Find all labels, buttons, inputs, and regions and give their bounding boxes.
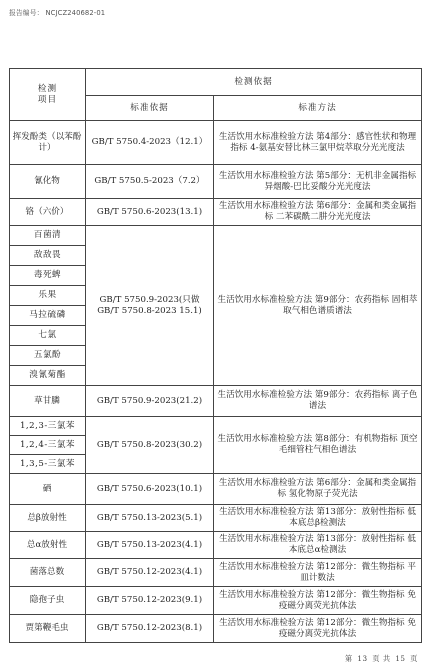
standard-cell: GB/T 5750.8-2023(30.2) — [86, 417, 214, 474]
table-row — [10, 474, 422, 505]
method-cell: 生活饮用水标准检验方法 第12部分：微生物指标 免疫磁分离荧光抗体法 — [214, 587, 422, 615]
table-row — [10, 417, 422, 436]
total-page-number: 15 — [395, 654, 406, 663]
standard-cell: GB/T 5750.12-2023(8.1) — [86, 615, 214, 643]
table-row — [10, 226, 422, 246]
method-cell: 生活饮用水标准检验方法 第12部分：微生物指标 平皿计数法 — [214, 559, 422, 587]
item-cell: 乐果 — [10, 286, 86, 306]
table-row — [10, 587, 422, 615]
footer-middle: 页 共 — [372, 654, 391, 663]
method-cell: 生活饮用水标准检验方法 第6部分：金属和类金属指标 二苯碳酰二肼分光光度法 — [214, 199, 422, 226]
col-header-method: 标准方法 — [214, 96, 422, 121]
col-header-test-item: 检测 项目 — [10, 69, 86, 121]
item-cell: 硒 — [10, 474, 86, 505]
method-cell: 生活饮用水标准检验方法 第4部分：感官性状和物理指标 4-氨基安替比林三氯甲烷萃取分光光度法 — [214, 121, 422, 165]
standard-cell: GB/T 5750.4-2023（12.1） — [86, 121, 214, 165]
test-basis-table — [9, 68, 422, 643]
standard-cell: GB/T 5750.13-2023(5.1) — [86, 505, 214, 532]
item-cell: 挥发酚类（以苯酚计） — [10, 121, 86, 165]
table-row — [10, 165, 422, 199]
item-cell: 1,3,5-三氯苯 — [10, 455, 86, 474]
item-cell: 菌落总数 — [10, 559, 86, 587]
item-cell: 溴氰菊酯 — [10, 366, 86, 386]
table-row — [10, 386, 422, 417]
method-cell: 生活饮用水标准检验方法 第12部分：微生物指标 免疫磁分离荧光抗体法 — [214, 615, 422, 643]
page-footer — [344, 654, 419, 664]
footer-suffix: 页 — [410, 654, 418, 663]
table-row — [10, 615, 422, 643]
table-row — [10, 199, 422, 226]
item-cell: 毒死蜱 — [10, 266, 86, 286]
item-cell: 铬（六价） — [10, 199, 86, 226]
footer-prefix: 第 — [344, 654, 353, 663]
col-header-standard: 标准依据 — [86, 96, 214, 121]
table-row — [10, 532, 422, 559]
table-row — [10, 121, 422, 165]
col-header-test-basis: 检测依据 — [86, 69, 422, 96]
standard-cell: GB/T 5750.9-2023(21.2) — [86, 386, 214, 417]
report-number-header — [9, 7, 105, 17]
standard-cell: GB/T 5750.13-2023(4.1) — [86, 532, 214, 559]
item-cell: 1,2,4-三氯苯 — [10, 436, 86, 455]
item-cell: 草甘膦 — [10, 386, 86, 417]
item-cell: 总α放射性 — [10, 532, 86, 559]
standard-cell: GB/T 5750.6-2023(10.1) — [86, 474, 214, 505]
standard-cell: GB/T 5750.12-2023(9.1) — [86, 587, 214, 615]
method-cell: 生活饮用水标准检验方法 第5部分：无机非金属指标 异烟酸-巴比妥酸分光光度法 — [214, 165, 422, 199]
table-row — [10, 505, 422, 532]
item-cell: 七氯 — [10, 326, 86, 346]
report-number-label: 报告编号： — [9, 9, 44, 17]
item-cell: 百菌清 — [10, 226, 86, 246]
standard-cell: GB/T 5750.6-2023(13.1) — [86, 199, 214, 226]
item-cell: 隐孢子虫 — [10, 587, 86, 615]
item-cell: 1,2,3-三氯苯 — [10, 417, 86, 436]
standard-cell: GB/T 5750.12-2023(4.1) — [86, 559, 214, 587]
item-cell: 马拉硫磷 — [10, 306, 86, 326]
method-cell: 生活饮用水标准检验方法 第9部分：农药指标 离子色谱法 — [214, 386, 422, 417]
item-cell: 敌敌畏 — [10, 246, 86, 266]
standard-cell: GB/T 5750.9-2023(只做 GB/T 5750.8-2023 15.1) — [86, 226, 214, 386]
method-cell: 生活饮用水标准检验方法 第13部分：放射性指标 低本底总β检测法 — [214, 505, 422, 532]
item-cell: 五氯酚 — [10, 346, 86, 366]
method-cell: 生活饮用水标准检验方法 第6部分：金属和类金属指标 氢化物原子荧光法 — [214, 474, 422, 505]
report-number-value: NCJCZ240682-01 — [45, 9, 106, 17]
item-cell: 氰化物 — [10, 165, 86, 199]
item-cell: 贾第鞭毛虫 — [10, 615, 86, 643]
current-page-number: 13 — [357, 654, 368, 663]
method-cell: 生活饮用水标准检验方法 第13部分：放射性指标 低本底总α检测法 — [214, 532, 422, 559]
item-cell: 总β放射性 — [10, 505, 86, 532]
standard-cell: GB/T 5750.5-2023（7.2） — [86, 165, 214, 199]
method-cell: 生活饮用水标准检验方法 第8部分：有机物指标 顶空毛细管柱气相色谱法 — [214, 417, 422, 474]
method-cell: 生活饮用水标准检验方法 第9部分：农药指标 固相萃取气相色谱质谱法 — [214, 226, 422, 386]
table-row — [10, 559, 422, 587]
